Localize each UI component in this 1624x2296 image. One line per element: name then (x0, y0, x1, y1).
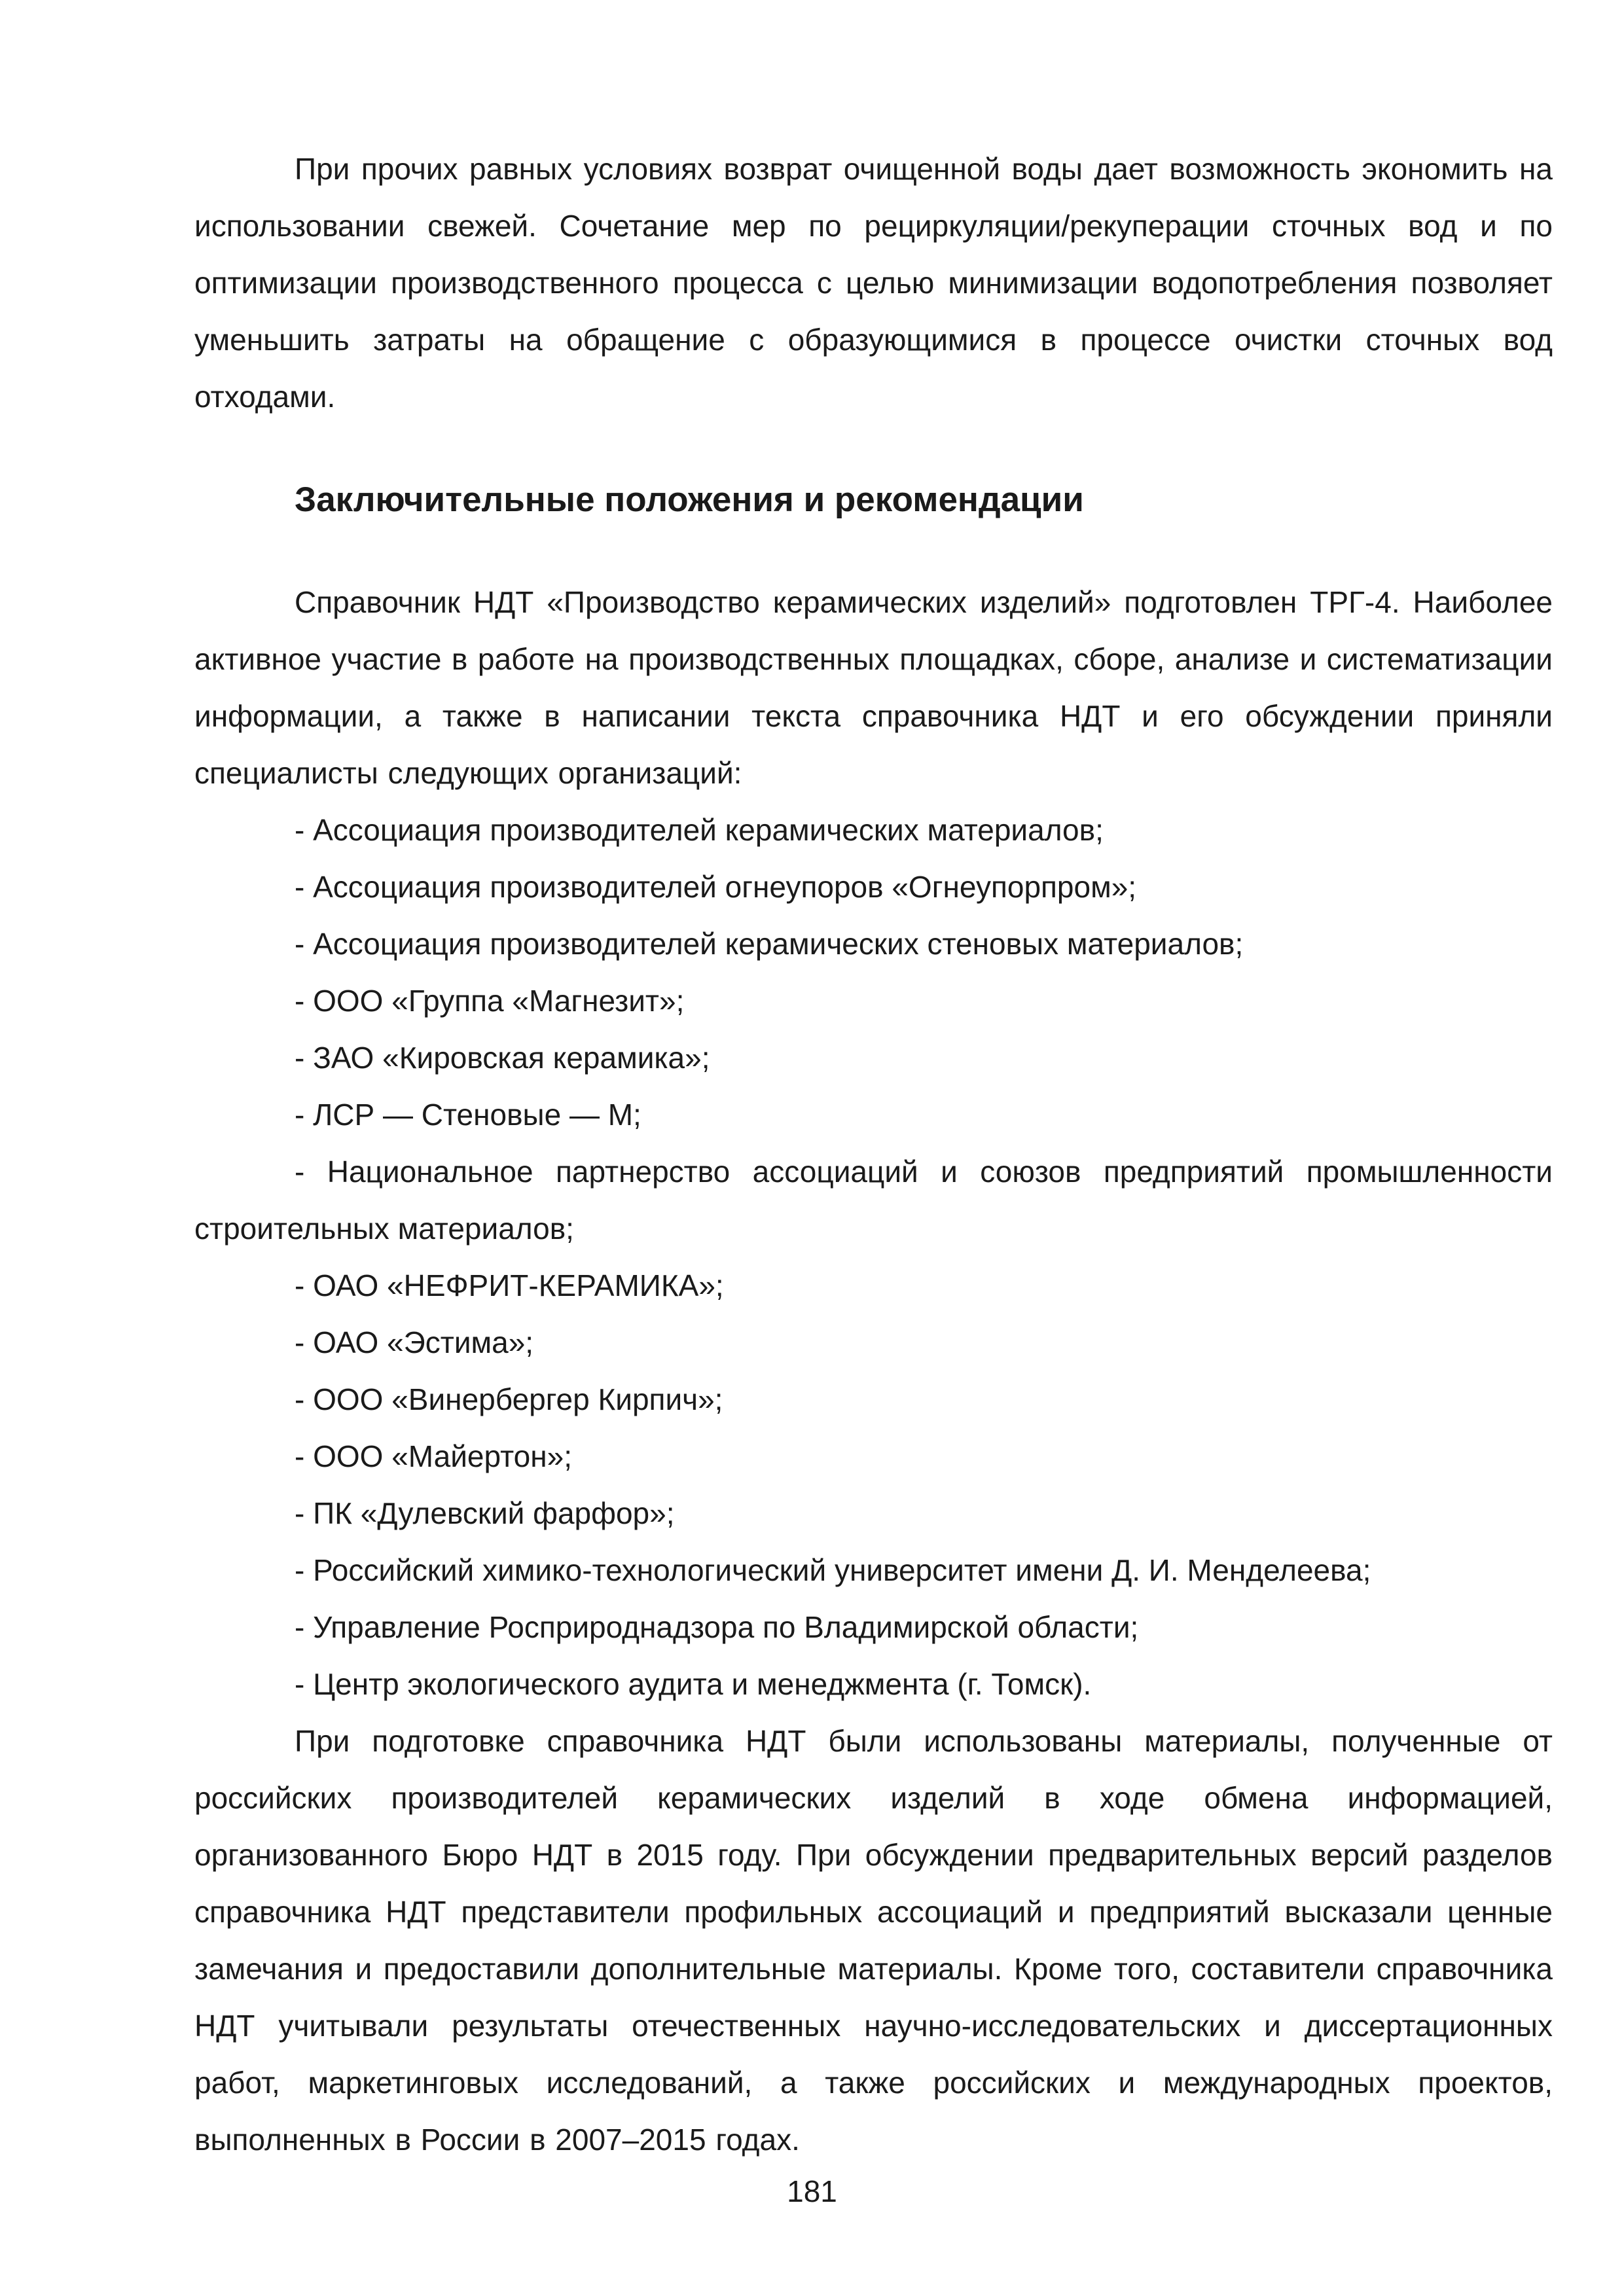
section-heading: Заключительные положения и рекомендации (295, 480, 1084, 519)
intro-paragraph: При прочих равных условиях возврат очищенной воды дает возможность экономить на использовании свежей. Сочетание мер по рециркуляции/рекуперации сточных вод и по оптимизации производственного процесса с целью минимизации водопотребления позволяет уменьшить затраты на обращение с образующимися в процессе очистки сточных вод отходами. (194, 152, 1553, 414)
list-item: - Национальное партнерство ассоциаций и союзов предприятий промышленности строительных материалов; (194, 1155, 1553, 1246)
list-item: - ЛСР — Стеновые — М; (295, 1098, 641, 1132)
section-intro-paragraph: Справочник НДТ «Производство керамических изделий» подготовлен ТРГ-4. Наиболее активное участие в работе на производственных площадках, сборе, анализе и систематизации информации, а также в написании текста справочника НДТ и его обсуждении приняли специалисты следующих организаций: (194, 585, 1553, 790)
list-item: - Ассоциация производителей керамических стеновых материалов; (295, 927, 1244, 961)
page-number: 181 (787, 2174, 837, 2208)
list-item: - Центр экологического аудита и менеджмента (г. Томск). (295, 1667, 1092, 1701)
list-item: - ООО «Винербергер Кирпич»; (295, 1382, 723, 1416)
closing-paragraph: При подготовке справочника НДТ были использованы материалы, полученные от российских производителей керамических изделий в ходе обмена информацией, организованного Бюро НДТ в 2015 году. При обсуждении предварительных версий разделов справочника НДТ представители профильных ассоциаций и предприятий высказали ценные замечания и предоставили дополнительные материалы. Кроме того, составители справочника НДТ учитывали результаты отечественных научно-исследовательских и диссертационных работ, маркетинговых исследований, а также российских и международных проектов, выполненных в России в 2007–2015 годах. (194, 1724, 1553, 2157)
list-item: - ОАО «НЕФРИТ-КЕРАМИКА»; (295, 1268, 724, 1302)
list-item: - ООО «Майертон»; (295, 1439, 572, 1473)
list-item: - Ассоциация производителей керамических материалов; (295, 813, 1104, 847)
list-item: - Ассоциация производителей огнеупоров «Огнеупорпром»; (295, 870, 1137, 904)
list-item: - ПК «Дулевский фарфор»; (295, 1496, 675, 1530)
list-item: - Российский химико-технологический университет имени Д. И. Менделеева; (295, 1553, 1371, 1587)
list-item: - Управление Росприроднадзора по Владимирской области; (295, 1610, 1139, 1644)
list-item: - ЗАО «Кировская керамика»; (295, 1041, 710, 1075)
list-item: - ОАО «Эстима»; (295, 1325, 534, 1359)
document-page (194, 141, 1553, 2168)
organizations-list (194, 802, 1553, 1713)
list-item: - ООО «Группа «Магнезит»; (295, 984, 685, 1018)
